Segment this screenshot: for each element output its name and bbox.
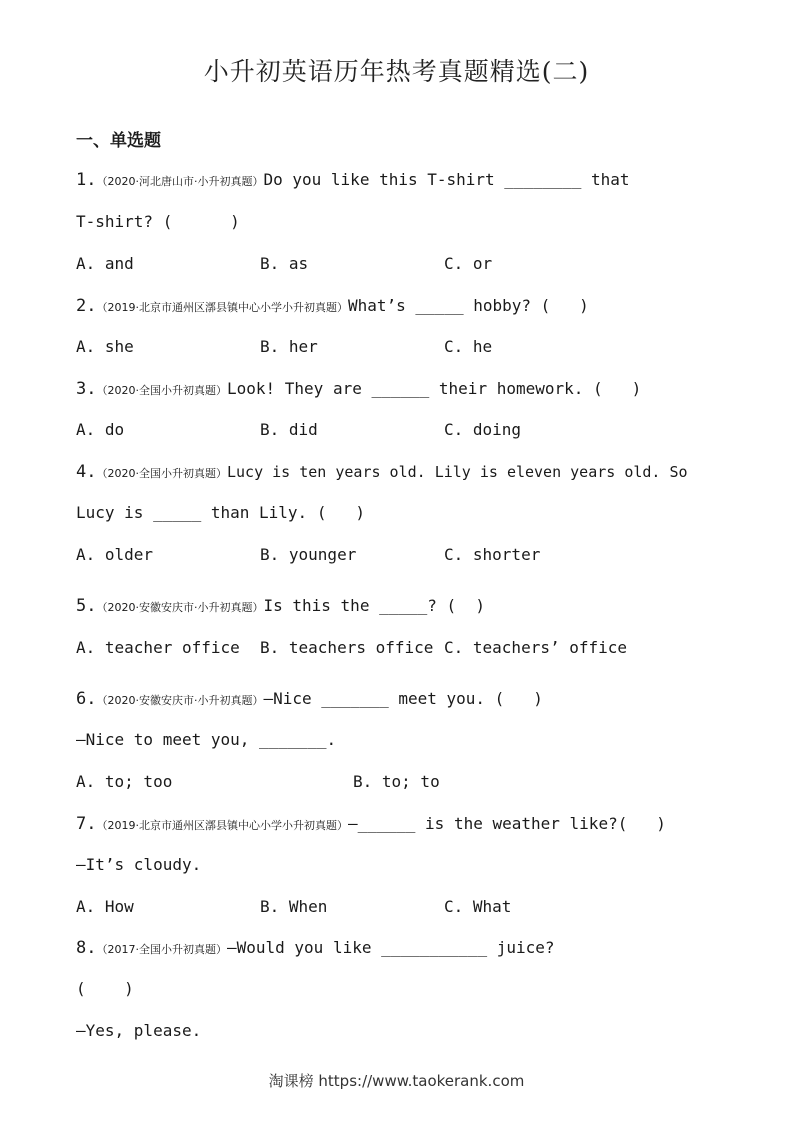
question-text: —Would you like ___________ juice? <box>226 938 555 957</box>
option-c: C. or <box>444 254 493 273</box>
option-b: B. to; to <box>353 772 440 791</box>
question-number: 3. <box>76 379 97 399</box>
option-c: C. What <box>444 897 512 916</box>
question-number: 5. <box>76 596 97 616</box>
question-number: 6. <box>76 689 97 709</box>
question-text: Look! They are ______ their homework. ( ) <box>226 379 642 398</box>
option-c: C. teachers’ office <box>444 638 628 657</box>
option-b: B. her <box>260 337 318 356</box>
option-b: B. teachers office <box>260 638 434 657</box>
question-text: —Nice _______ meet you. ( ) <box>263 689 543 708</box>
option-c: C. shorter <box>444 545 541 564</box>
option-b: B. younger <box>260 545 357 564</box>
question-3 <box>76 379 641 401</box>
question-number: 1. <box>76 170 97 190</box>
option-a: A. do <box>76 420 125 439</box>
section-heading: 一、单选题 <box>76 131 161 151</box>
option-b: B. When <box>260 897 328 916</box>
question-text: What’s _____ hobby? ( ) <box>347 296 589 315</box>
question-number: 8. <box>76 938 97 958</box>
question-7-continued: —It’s cloudy. <box>76 855 202 874</box>
footer-watermark: 淘课榜 https://www.taokerank.com <box>268 1072 525 1090</box>
question-source: （2020·全国小升初真题） <box>96 467 227 480</box>
question-5 <box>76 596 485 618</box>
question-source: （2019·北京市通州区漷县镇中心小学小升初真题） <box>96 819 348 832</box>
question-8-bracket: ( ) <box>76 979 134 998</box>
question-1-continued: T-shirt? ( ) <box>76 212 240 231</box>
option-a: A. she <box>76 337 134 356</box>
page-title: 小升初英语历年热考真题精选(二) <box>203 57 590 86</box>
question-source: （2020·全国小升初真题） <box>96 384 227 397</box>
option-a: A. How <box>76 897 134 916</box>
question-6-continued: —Nice to meet you, _______. <box>76 730 337 749</box>
question-text: Is this the _____? ( ) <box>263 596 486 615</box>
option-c: C. doing <box>444 420 522 439</box>
question-source: （2020·安徽安庆市·小升初真题） <box>96 694 264 707</box>
question-4-continued: Lucy is _____ than Lily. ( ) <box>76 503 365 522</box>
option-a: A. to; too <box>76 772 173 791</box>
option-a: A. teacher office <box>76 638 240 657</box>
question-source: （2020·河北唐山市·小升初真题） <box>96 175 264 188</box>
question-7 <box>76 814 666 836</box>
option-b: B. did <box>260 420 318 439</box>
option-b: B. as <box>260 254 309 273</box>
question-6 <box>76 689 543 711</box>
option-c: C. he <box>444 337 493 356</box>
question-2 <box>76 296 589 318</box>
question-source: （2017·全国小升初真题） <box>96 943 227 956</box>
question-8 <box>76 938 555 960</box>
question-text: Do you like this T-shirt ________ that <box>263 170 630 189</box>
question-source: （2019·北京市通州区漷县镇中心小学小升初真题） <box>96 301 348 314</box>
option-a: A. older <box>76 545 154 564</box>
question-4 <box>76 462 688 484</box>
question-8-answer: —Yes, please. <box>76 1021 202 1040</box>
question-number: 4. <box>76 462 97 482</box>
option-a: A. and <box>76 254 134 273</box>
question-source: （2020·安徽安庆市·小升初真题） <box>96 601 264 614</box>
question-number: 7. <box>76 814 97 834</box>
question-text: —______ is the weather like?( ) <box>347 814 666 833</box>
question-1 <box>76 170 630 192</box>
question-number: 2. <box>76 296 97 316</box>
question-text: Lucy is ten years old. Lily is eleven years old. So <box>226 463 688 481</box>
